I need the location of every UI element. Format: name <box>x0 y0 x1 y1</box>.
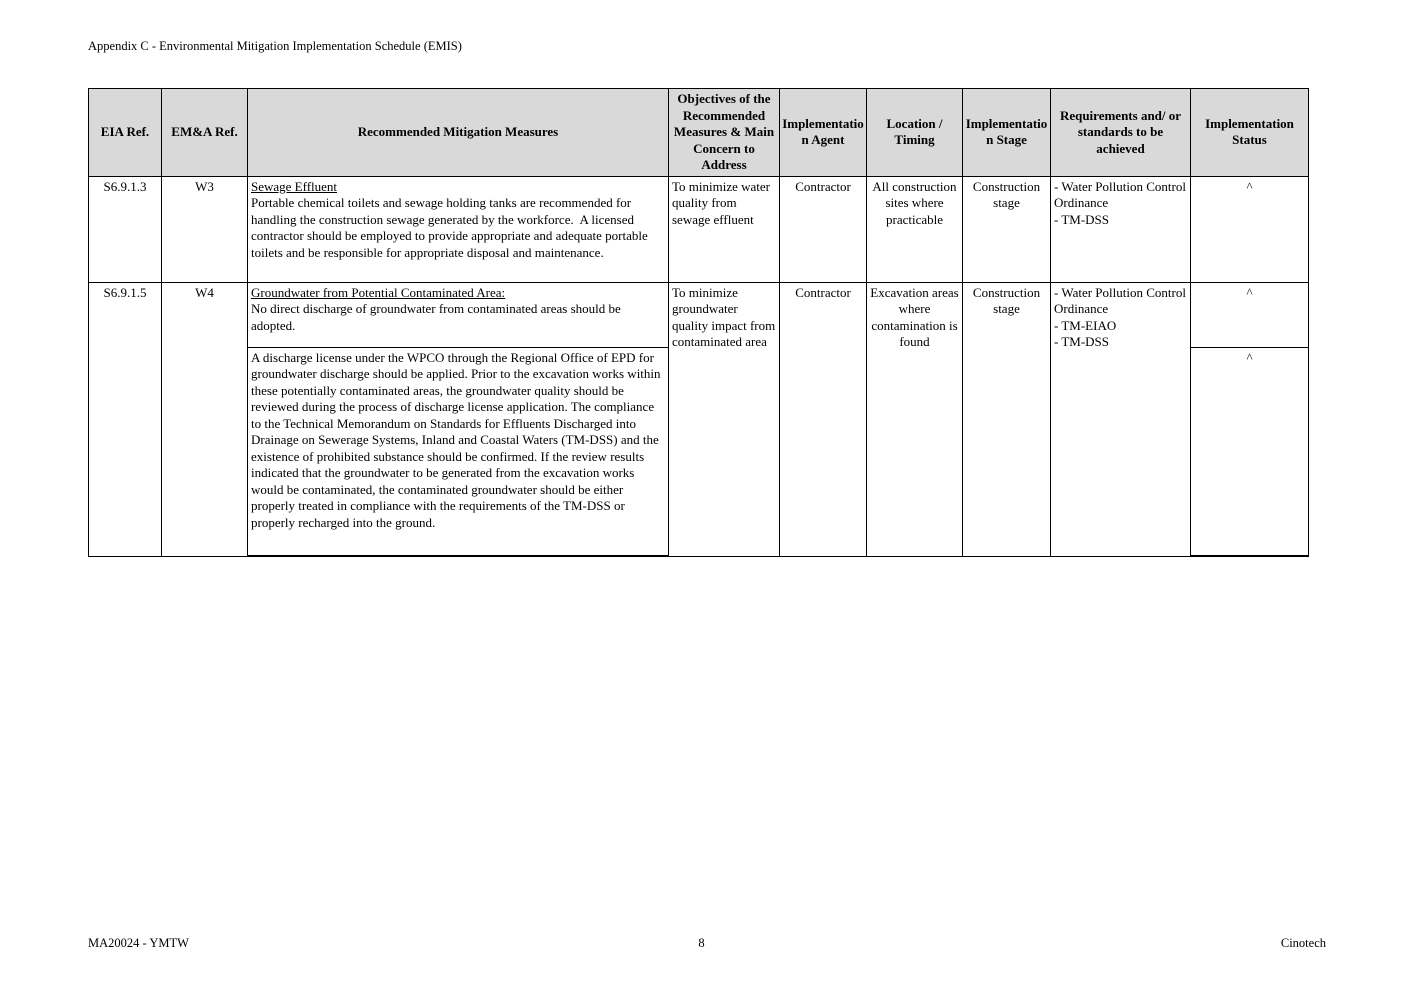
cell-requirements <box>1051 176 1191 282</box>
cell-implementation-status-part2: ^ <box>1191 347 1309 556</box>
col-header-ema-ref: EM&A Ref. <box>162 89 248 177</box>
requirement-line: - TM-DSS <box>1054 334 1110 349</box>
requirement-line: - Water Pollution Control Ordinance <box>1054 178 1186 210</box>
cell-ema-ref: W4 <box>162 282 248 556</box>
cell-eia-ref: S6.9.1.3 <box>89 176 162 282</box>
measure-paragraph: A discharge license under the WPCO through the Regional Office of EPD for groundwater discharge should be applied. Prior to the excavation works within these potentially contaminated areas, the groundwater quality should be reviewed during the process of discharge license application. The compliance to the Technical Memorandum on Standards for Effluents Discharged into Drainage on Sewerage Systems, Inland and Coastal Waters (TM-DSS) and the existence of prohibited substance should be confirmed. If the review results indicated that the groundwater to be generated from the excavation works would be contaminated, the contaminated groundwater should be either properly treated in compliance with the requirements of the TM-DSS or properly recharged into the ground. <box>251 349 664 530</box>
cell-implementation-status: ^ <box>1191 176 1309 282</box>
cell-mitigation-measures-part2 <box>248 347 669 556</box>
requirement-line: - Water Pollution Control Ordinance <box>1054 284 1186 316</box>
col-header-location-timing: Location / Timing <box>867 89 963 177</box>
measure-heading: Groundwater from Potential Contaminated Area: <box>251 284 506 300</box>
cell-eia-ref: S6.9.1.5 <box>89 282 162 556</box>
col-header-mitigation-measures: Recommended Mitigation Measures <box>248 89 669 177</box>
table-row-w3 <box>89 176 1309 282</box>
cell-stage: Construction stage <box>963 176 1051 282</box>
cell-stage: Construction stage <box>963 282 1051 556</box>
cell-agent: Contractor <box>780 176 867 282</box>
col-header-implementation-agent: Implementation Agent <box>780 89 867 177</box>
col-header-implementation-status: Implementation Status <box>1191 89 1309 177</box>
cell-implementation-status-part1: ^ <box>1191 282 1309 347</box>
col-header-requirements: Requirements and/ or standards to be achieved <box>1051 89 1191 177</box>
measure-heading: Sewage Effluent <box>251 178 338 194</box>
footer-page-number: 8 <box>698 936 705 950</box>
measure-paragraph: Portable chemical toilets and sewage holding tanks are recommended for handling the construction sewage generated by the workforce. A licensed contractor should be employed to provide appropriate and adequate portable toilets and be responsible for appropriate disposal and maintenance. <box>251 195 651 260</box>
cell-location-timing: All construction sites where practicable <box>867 176 963 282</box>
cell-agent: Contractor <box>780 282 867 556</box>
cell-mitigation-measures <box>248 176 669 282</box>
col-header-implementation-stage: Implementation Stage <box>963 89 1051 177</box>
emis-table <box>88 88 1309 557</box>
col-header-eia-ref: EIA Ref. <box>89 89 162 177</box>
cell-location-timing: Excavation areas where contamination is found <box>867 282 963 556</box>
requirement-line: - TM-EIAO <box>1054 317 1117 333</box>
cell-requirements <box>1051 282 1191 556</box>
table-row-w4 <box>89 282 1309 347</box>
requirement-line: - TM-DSS <box>1054 211 1110 227</box>
cell-objective: To minimize groundwater quality impact from contaminated area <box>669 282 780 556</box>
table-header-row <box>89 89 1309 177</box>
col-header-objectives: Objectives of the Recommended Measures & Main Concern to Address <box>669 89 780 177</box>
measure-paragraph: No direct discharge of groundwater from contaminated areas should be adopted. <box>251 301 625 333</box>
page-title: Appendix C - Environmental Mitigation Implementation Schedule (EMIS) <box>88 39 462 53</box>
cell-mitigation-measures-part1 <box>248 282 669 347</box>
footer-company: Cinotech <box>1280 936 1326 950</box>
footer-document-ref: MA20024 - YMTW <box>88 936 189 950</box>
cell-objective: To minimize water quality from sewage effluent <box>669 176 780 282</box>
cell-ema-ref: W3 <box>162 176 248 282</box>
